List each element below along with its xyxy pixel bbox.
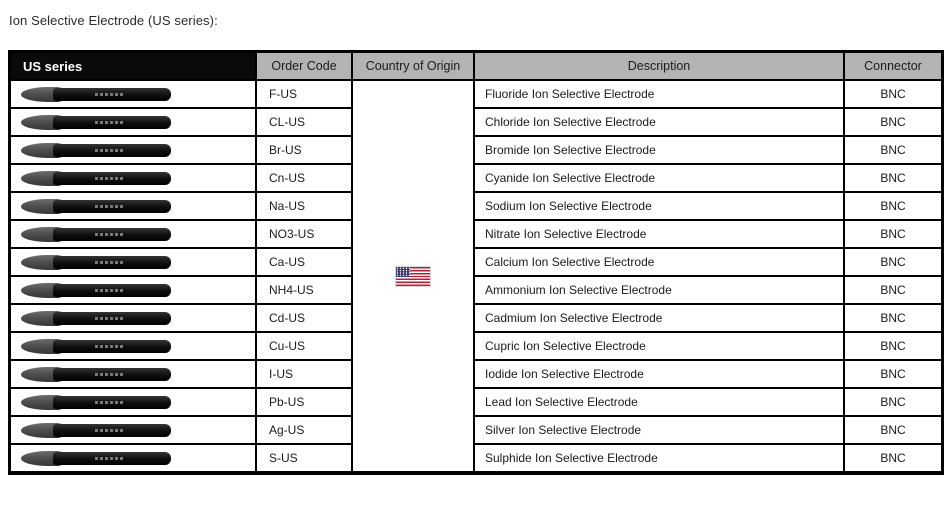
electrode-body-print (95, 261, 123, 264)
connector-cell: BNC (845, 221, 941, 247)
electrode-product-image (21, 311, 171, 326)
electrode-body-print (95, 317, 123, 320)
us-flag-canton (396, 267, 410, 277)
description-cell: Fluoride Ion Selective Electrode (475, 81, 843, 107)
connector-cell: BNC (845, 193, 941, 219)
description-cell: Ammonium Ion Selective Electrode (475, 277, 843, 303)
electrode-body (53, 312, 171, 325)
electrode-product-image (21, 367, 171, 382)
electrode-product-image (21, 199, 171, 214)
electrode-body (53, 340, 171, 353)
electrode-body-print (95, 429, 123, 432)
electrode-body-print (95, 289, 123, 292)
electrode-image-cell (11, 109, 255, 135)
column-header-description: Description (475, 53, 843, 79)
connector-cell: BNC (845, 333, 941, 359)
description-cell: Cupric Ion Selective Electrode (475, 333, 843, 359)
electrode-body (53, 396, 171, 409)
connector-cell: BNC (845, 249, 941, 275)
electrode-body-print (95, 177, 123, 180)
order-code-cell: NH4-US (257, 277, 351, 303)
electrode-product-image (21, 339, 171, 354)
electrode-body (53, 284, 171, 297)
connector-cell: BNC (845, 389, 941, 415)
electrode-body-print (95, 149, 123, 152)
electrode-body (53, 144, 171, 157)
column-header-us-series: US series (11, 53, 255, 79)
page-title: Ion Selective Electrode (US series): (9, 13, 218, 28)
us-flag-icon (396, 267, 430, 286)
electrode-body (53, 452, 171, 465)
electrode-image-cell (11, 277, 255, 303)
description-cell: Iodide Ion Selective Electrode (475, 361, 843, 387)
electrode-product-image (21, 451, 171, 466)
order-code-cell: Ag-US (257, 417, 351, 443)
connector-cell: BNC (845, 277, 941, 303)
electrode-product-image (21, 143, 171, 158)
electrode-image-cell (11, 361, 255, 387)
order-code-cell: Cd-US (257, 305, 351, 331)
electrode-body (53, 200, 171, 213)
electrode-product-image (21, 171, 171, 186)
electrode-product-image (21, 423, 171, 438)
electrode-product-image (21, 395, 171, 410)
electrode-image-cell (11, 445, 255, 471)
description-cell: Chloride Ion Selective Electrode (475, 109, 843, 135)
order-code-cell: F-US (257, 81, 351, 107)
electrode-image-cell (11, 165, 255, 191)
electrode-body-print (95, 233, 123, 236)
description-cell: Sulphide Ion Selective Electrode (475, 445, 843, 471)
column-header-connector: Connector (845, 53, 941, 79)
electrode-image-cell (11, 417, 255, 443)
order-code-cell: CL-US (257, 109, 351, 135)
electrode-body-print (95, 205, 123, 208)
electrode-catalog-table (8, 50, 944, 475)
electrode-product-image (21, 227, 171, 242)
electrode-product-image (21, 255, 171, 270)
order-code-cell: Pb-US (257, 389, 351, 415)
electrode-image-cell (11, 389, 255, 415)
electrode-body (53, 172, 171, 185)
order-code-cell: Ca-US (257, 249, 351, 275)
electrode-image-cell (11, 305, 255, 331)
connector-cell: BNC (845, 109, 941, 135)
connector-cell: BNC (845, 81, 941, 107)
electrode-body-print (95, 93, 123, 96)
electrode-body-print (95, 121, 123, 124)
electrode-body (53, 88, 171, 101)
country-origin-cell (353, 81, 473, 471)
electrode-body (53, 424, 171, 437)
description-cell: Cyanide Ion Selective Electrode (475, 165, 843, 191)
electrode-body-print (95, 345, 123, 348)
column-header-country-of-origin: Country of Origin (353, 53, 473, 79)
connector-cell: BNC (845, 417, 941, 443)
connector-cell: BNC (845, 165, 941, 191)
connector-cell: BNC (845, 361, 941, 387)
order-code-cell: Cu-US (257, 333, 351, 359)
connector-cell: BNC (845, 305, 941, 331)
order-code-cell: NO3-US (257, 221, 351, 247)
electrode-image-cell (11, 333, 255, 359)
order-code-cell: Cn-US (257, 165, 351, 191)
electrode-product-image (21, 87, 171, 102)
electrode-image-cell (11, 221, 255, 247)
description-cell: Bromide Ion Selective Electrode (475, 137, 843, 163)
connector-cell: BNC (845, 137, 941, 163)
electrode-image-cell (11, 81, 255, 107)
electrode-body (53, 368, 171, 381)
electrode-product-image (21, 283, 171, 298)
electrode-body (53, 228, 171, 241)
electrode-body-print (95, 457, 123, 460)
order-code-cell: Na-US (257, 193, 351, 219)
description-cell: Cadmium Ion Selective Electrode (475, 305, 843, 331)
electrode-image-cell (11, 249, 255, 275)
electrode-product-image (21, 115, 171, 130)
description-cell: Lead Ion Selective Electrode (475, 389, 843, 415)
column-header-order-code: Order Code (257, 53, 351, 79)
electrode-body (53, 256, 171, 269)
electrode-image-cell (11, 137, 255, 163)
description-cell: Sodium Ion Selective Electrode (475, 193, 843, 219)
description-cell: Silver Ion Selective Electrode (475, 417, 843, 443)
order-code-cell: I-US (257, 361, 351, 387)
electrode-body (53, 116, 171, 129)
electrode-image-cell (11, 193, 255, 219)
description-cell: Calcium Ion Selective Electrode (475, 249, 843, 275)
electrode-body-print (95, 373, 123, 376)
order-code-cell: Br-US (257, 137, 351, 163)
electrode-body-print (95, 401, 123, 404)
description-cell: Nitrate Ion Selective Electrode (475, 221, 843, 247)
order-code-cell: S-US (257, 445, 351, 471)
connector-cell: BNC (845, 445, 941, 471)
